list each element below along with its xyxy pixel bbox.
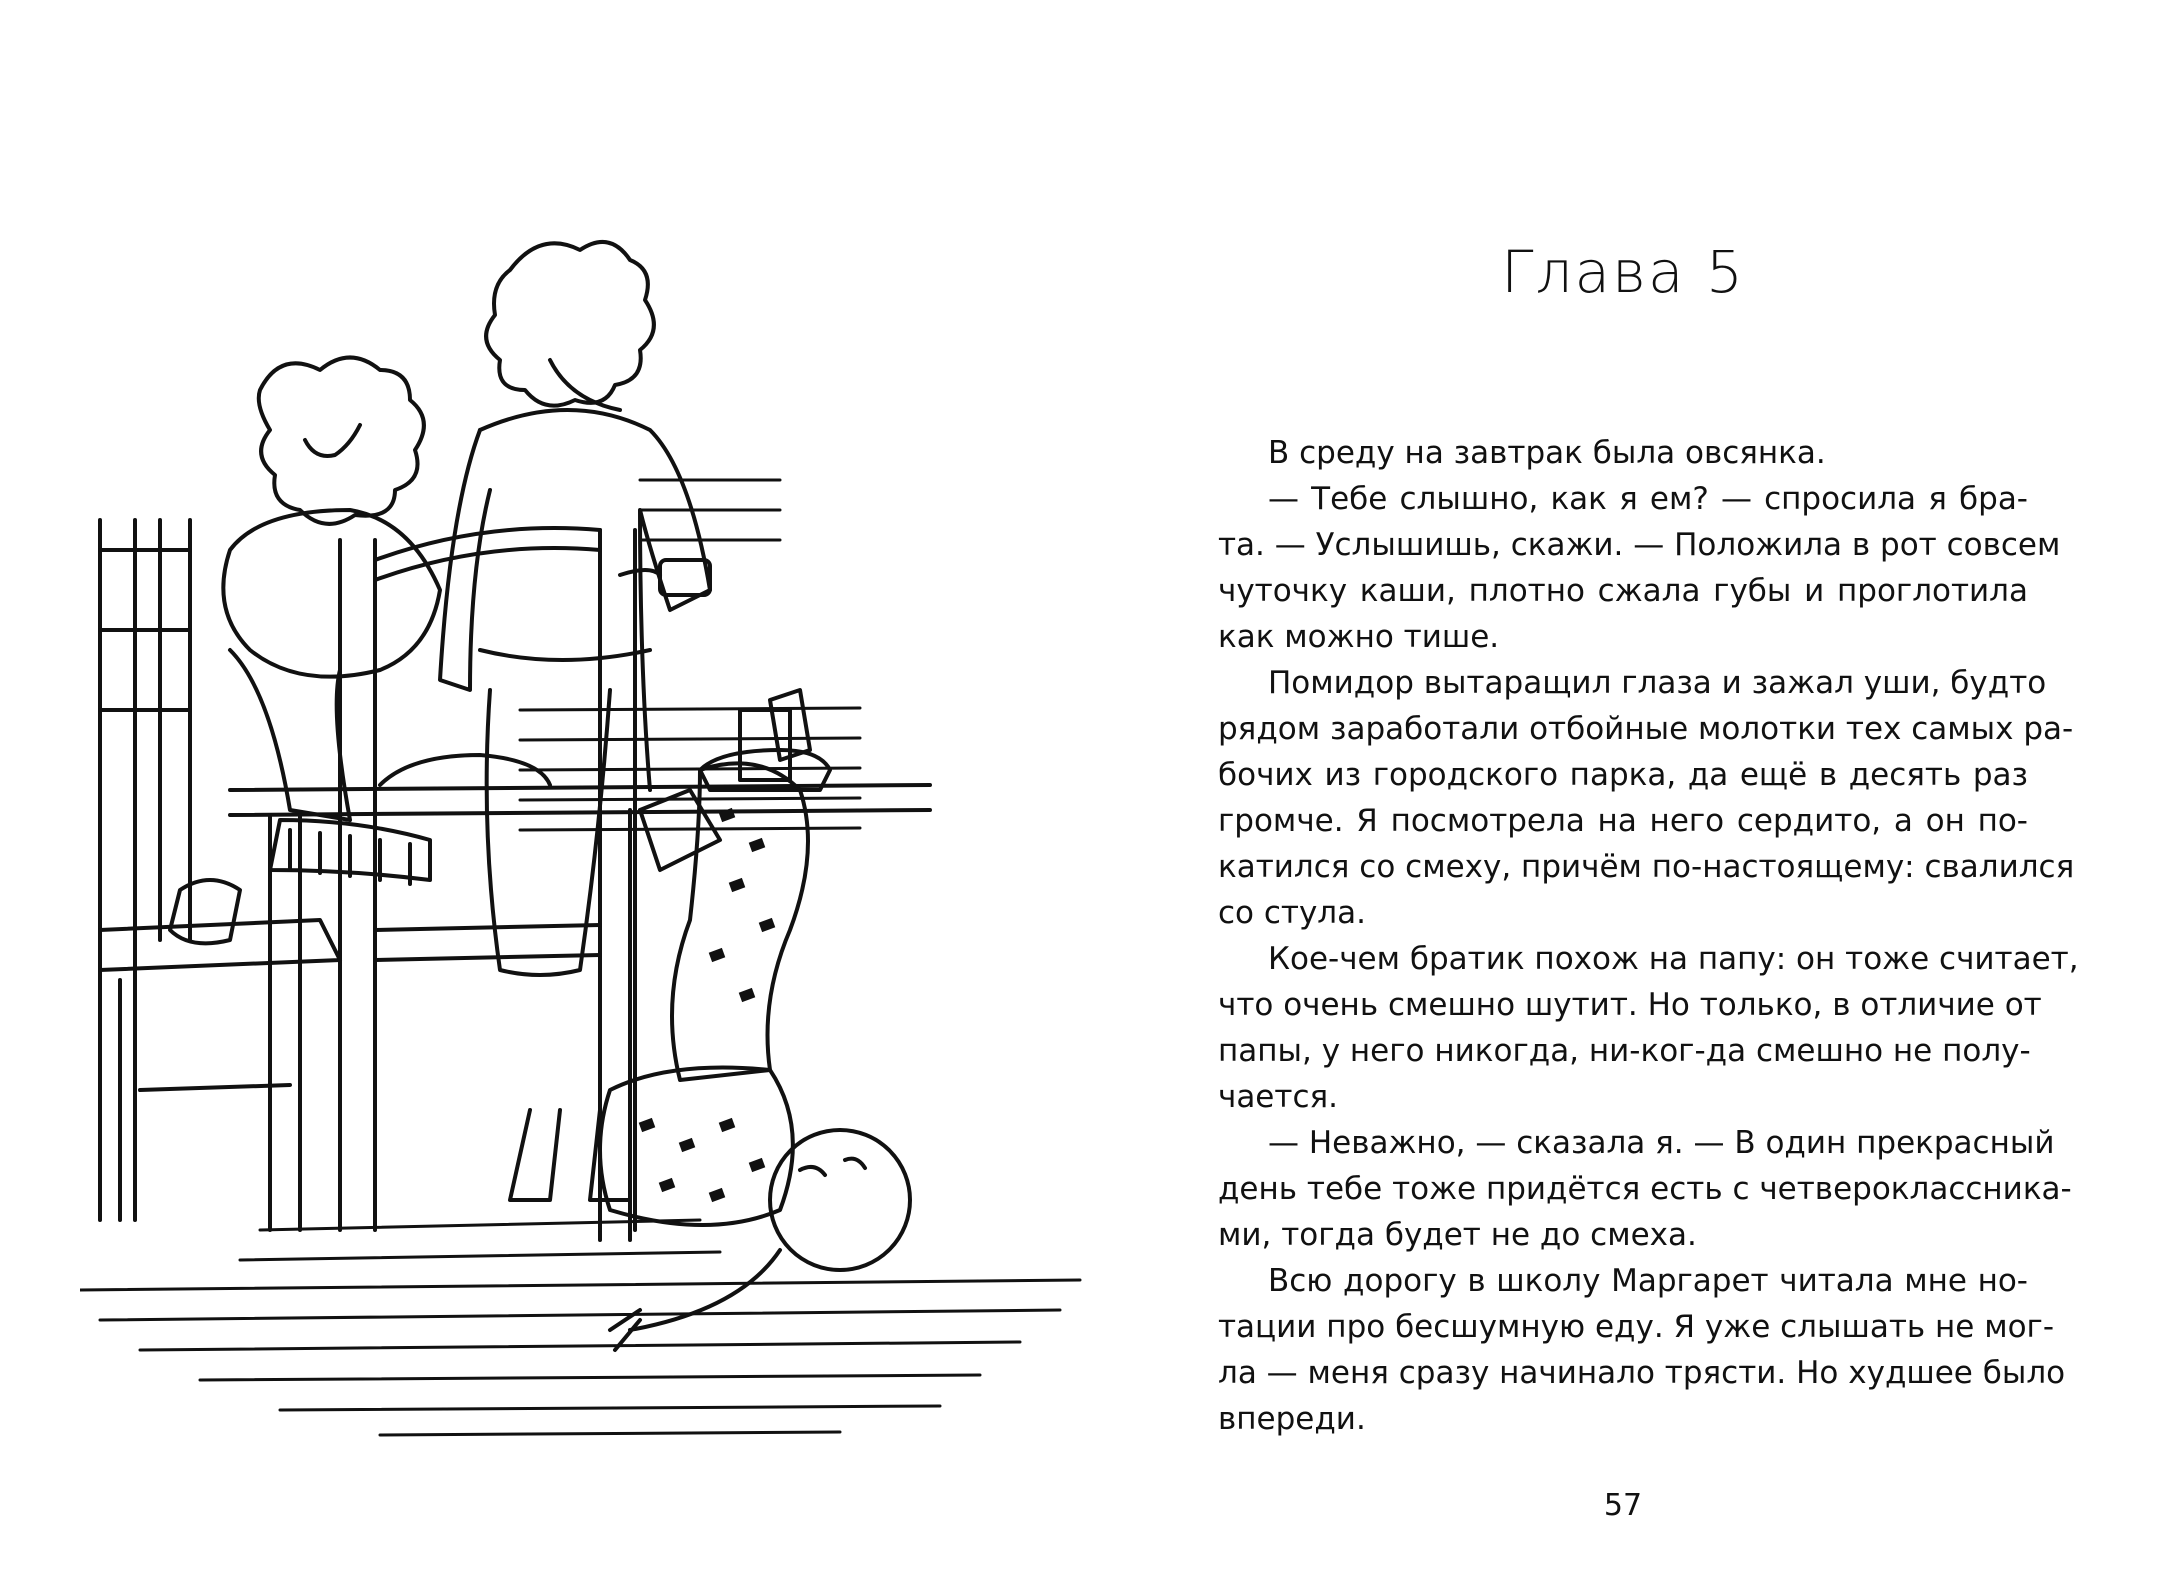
text-line: Помидор вытаращил глаза и зажал уши, будто: [1268, 665, 2047, 701]
text-line: день тебе тоже придётся есть с четвероклассника-: [1218, 1171, 2072, 1207]
text-line: чуточку каши, плотно сжала губы и проглотила: [1218, 573, 2028, 609]
text-page: [1218, 0, 2079, 1582]
paragraph: [1218, 1120, 2072, 1258]
paragraph: [1218, 936, 2079, 1120]
text-line: бочих из городского парка, да ещё в десять раз: [1218, 757, 2028, 793]
paragraph: [1218, 430, 2028, 476]
text-line: ми, тогда будет не до смеха.: [1218, 1217, 1697, 1253]
table: [230, 710, 930, 1240]
text-line: рядом заработали отбойные молотки тех самых ра-: [1218, 711, 2074, 747]
text-line: чается.: [1218, 1079, 1338, 1115]
text-line: та. — Услышишь, скажи. — Положила в рот совсем: [1218, 527, 2061, 563]
text-line: папы, у него никогда, ни-ког-да смешно не полу-: [1218, 1033, 2031, 1069]
chapter-title: Глава 5: [1501, 238, 1745, 306]
paragraph: [1218, 476, 2061, 660]
text-line: тации про бесшумную еду. Я уже слышать не мог-: [1218, 1309, 2055, 1345]
text-line: впереди.: [1218, 1401, 1366, 1437]
text-line: В среду на завтрак была овсянка.: [1268, 435, 1826, 471]
paragraph: [1218, 1258, 2066, 1442]
text-line: со стула.: [1218, 895, 1366, 931]
paragraph: [1218, 660, 2075, 936]
girl-figure: [170, 358, 440, 944]
mother-figure: [440, 242, 710, 1200]
text-line: катился со смеху, причём по-настоящему: свалился: [1218, 849, 2075, 885]
text-line: ла — меня сразу начинало трясти. Но худшее было: [1218, 1355, 2066, 1391]
floor-hatching: [80, 1220, 1080, 1435]
text-line: — Тебе слышно, как я ем? — спросила я бра-: [1268, 481, 2028, 517]
text-line: Всю дорогу в школу Маргарет читала мне но-: [1268, 1263, 2028, 1299]
page-number: 57: [1603, 1488, 1643, 1523]
text-line: — Неважно, — сказала я. — В один прекрасный: [1268, 1125, 2055, 1161]
text-line: Кое-чем братик похож на папу: он тоже считает,: [1268, 941, 2079, 977]
text-line: громче. Я посмотрела на него сердито, а он по-: [1218, 803, 2028, 839]
wall-hatching: [520, 480, 860, 830]
breakfast-illustration: [80, 230, 1140, 1460]
text-line: что очень смешно шутит. Но только, в отличие от: [1218, 987, 2042, 1023]
chapter-body: [1218, 430, 2079, 1442]
text-line: как можно тише.: [1218, 619, 1500, 655]
